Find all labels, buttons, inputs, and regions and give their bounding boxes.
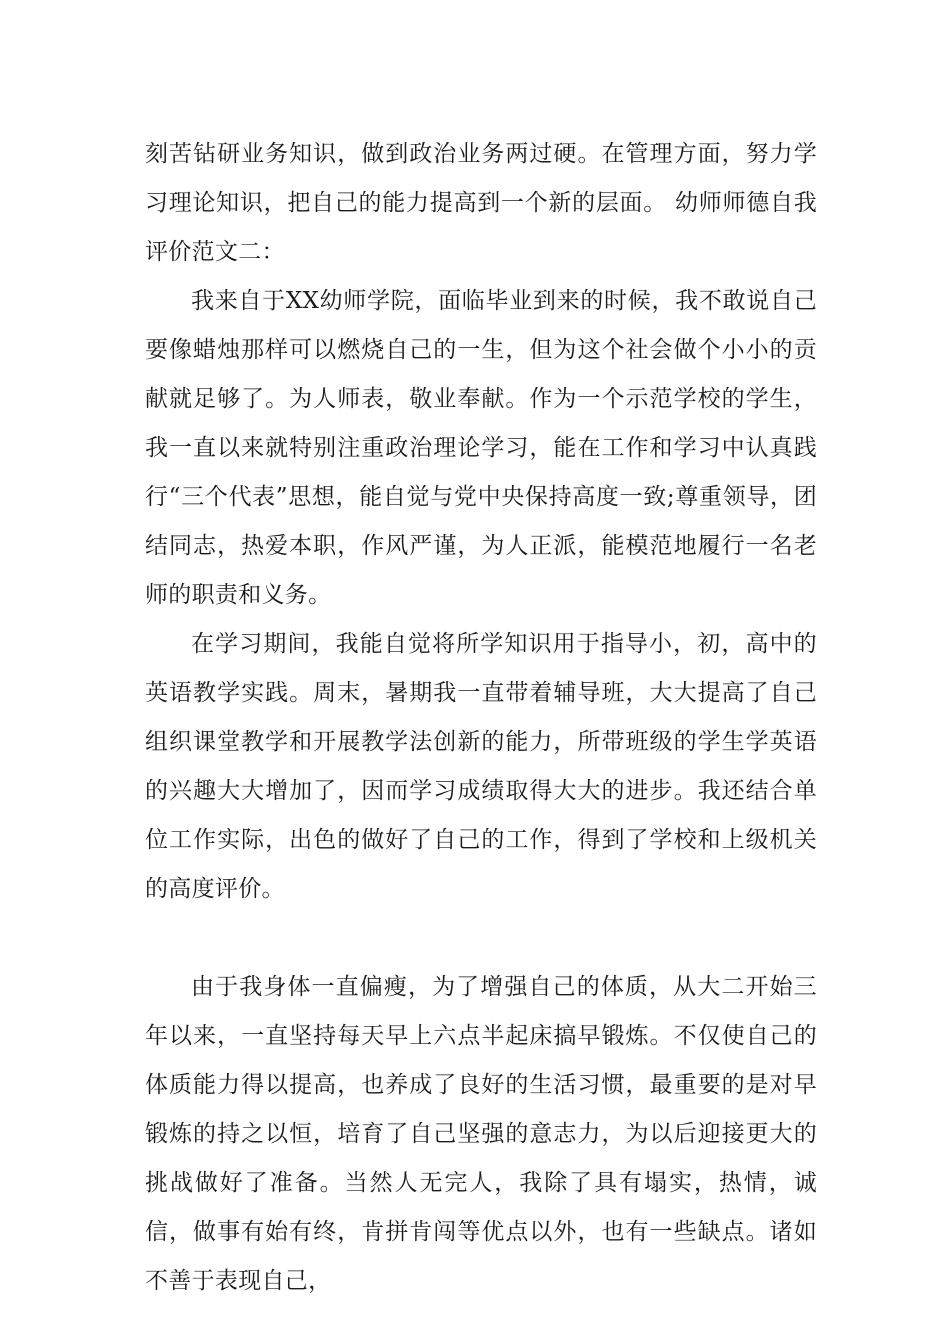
paragraph-continuation: 刻苦钻研业务知识，做到政治业务两过硬。在管理方面，努力学习理论知识，把自己的能力提高到一个新的层面。 幼师师德自我评价范文二： [145, 141, 817, 265]
paragraph-study-period: 在学习期间，我能自觉将所学知识用于指导小，初，高中的英语教学实践。周末，暑期我一直带着辅导班，大大提高了自己组织课堂教学和开展教学法创新的能力，所带班级的学生学英语的兴趣大大增加了，因而学习成绩取得大大的进步。我还结合单位工作实际，出色的做好了自己的工作，得到了学校和上级机关的高度评价。 [145, 631, 817, 902]
paragraph-physical-health: 由于我身体一直偏瘦，为了增强自己的体质，从大二开始三年以来，一直坚持每天早上六点半起床搞早锻炼。不仅使自己的体质能力得以提高，也养成了良好的生活习惯，最重要的是对早锻炼的持之以恒，培育了自己坚强的意志力，为以后迎接更大的挑战做好了准备。当然人无完人，我除了具有塌实，热情，诚信，做事有始有终，肯拼肯闯等优点以外，也有一些缺点。诸如不善于表现自己， [145, 974, 817, 1294]
paragraph-introduction: 我来自于XX幼师学院，面临毕业到来的时候，我不敢说自己要像蜡烛那样可以燃烧自己的一生，但为这个社会做个小小的贡献就足够了。为人师表，敬业奉献。作为一个示范学校的学生，我一直以来就特别注重政治理论学习，能在工作和学习中认真践行“三个代表”思想，能自觉与党中央保持高度一致;尊重领导，团结同志，热爱本职，作风严谨，为人正派，能模范地履行一名老师的职责和义务。 [145, 288, 817, 608]
document-body [145, 130, 817, 1306]
